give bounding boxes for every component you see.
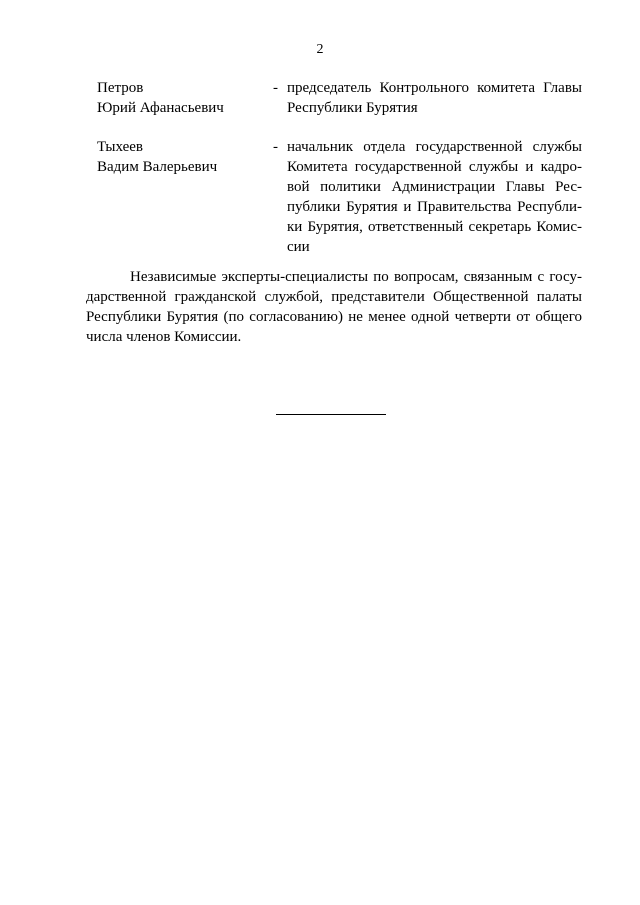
role-line: Комитета государственной службы и кадро-: [287, 159, 582, 175]
paragraph-line: Республики Бурятия (по согласованию) не менее одной четверти от общего: [86, 309, 582, 325]
member-name: [97, 137, 273, 257]
role-line: начальник отдела государственной службы: [287, 139, 582, 155]
page-number: 2: [316, 42, 324, 57]
role-line: публики Бурятия и Правительства Республи-: [287, 199, 582, 215]
member-given-names: Юрий Афанасьевич: [97, 100, 224, 116]
paragraph-line: дарственной гражданской службой, представители Общественной палаты: [86, 289, 582, 305]
role-line: Республики Бурятия: [287, 100, 418, 116]
commission-member-list: [97, 78, 582, 276]
paragraph-line: числа членов Комиссии.: [86, 329, 242, 345]
member-surname: Петров: [97, 80, 144, 96]
dash-separator: -: [273, 139, 278, 155]
role-line: сии: [287, 239, 310, 255]
role-line: вой политики Администрации Главы Рес-: [287, 179, 582, 195]
member-surname: Тыхеев: [97, 139, 144, 155]
role-line: ки Бурятия, ответственный секретарь Комис-: [287, 219, 582, 235]
experts-paragraph: [86, 267, 582, 347]
member-entry-petrov: [97, 78, 582, 118]
member-name: [97, 78, 273, 118]
member-role: [287, 137, 582, 257]
paragraph-line: Независимые эксперты-специалисты по вопросам, связанным с госу-: [130, 269, 582, 285]
member-role: [287, 78, 582, 118]
end-of-document-rule: [276, 414, 386, 415]
role-line: председатель Контрольного комитета Главы: [287, 80, 582, 96]
member-given-names: Вадим Валерьевич: [97, 159, 218, 175]
member-entry-tykheev: [97, 137, 582, 257]
dash-separator: -: [273, 80, 278, 96]
